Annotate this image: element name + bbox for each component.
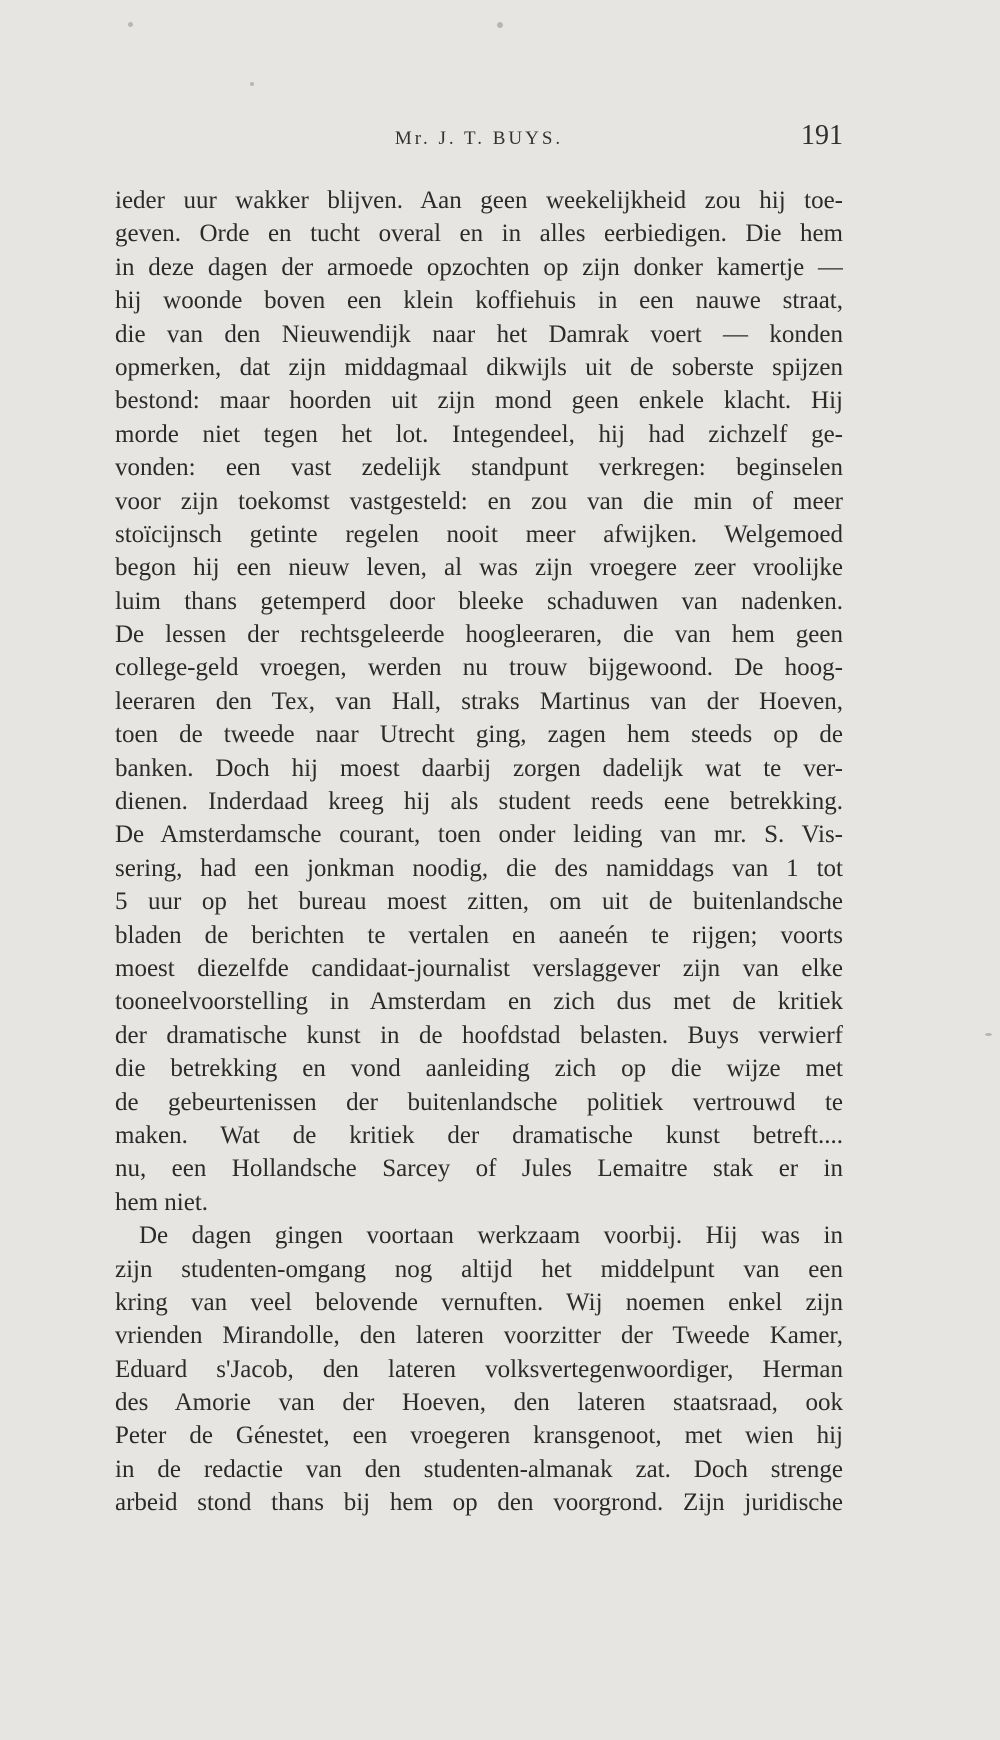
running-head-title: Mr. J. T. BUYS. [394, 128, 564, 149]
text-line: ieder uur wakker blijven. Aan geen weekelijkheid zou hij toe- [115, 187, 843, 214]
text-line: der dramatische kunst in de hoofdstad belasten. Buys verwierf [115, 1021, 843, 1049]
text-line: de gebeurtenissen der buitenlandsche politiek vertrouwd te [115, 1088, 843, 1116]
text-line: hij woonde boven een klein koffiehuis in een nauwe straat, [115, 287, 843, 315]
text-line: voor zijn toekomst vastgesteld: en zou van die min of meer [115, 487, 843, 515]
body-text [115, 184, 843, 1520]
text-line: De Amsterdamsche courant, toen onder leiding van mr. S. Vis- [115, 821, 843, 849]
text-line: De lessen der rechtsgeleerde hoogleeraren, die van hem geen [115, 621, 843, 649]
text-line: 5 uur op het bureau moest zitten, om uit de buitenlandsche [115, 888, 843, 916]
text-line: stoïcijnsch getinte regelen nooit meer afwijken. Welgemoed [115, 520, 843, 548]
text-line: zijn studenten-omgang nog altijd het middelpunt van een [115, 1255, 843, 1283]
paper-speck [497, 22, 503, 28]
page-number: 191 [801, 120, 843, 151]
text-line: in deze dagen der armoede opzochten op zijn donker kamertje — [115, 253, 843, 281]
text-line: geven. Orde en tucht overal en in alles eerbiedigen. Die hem [115, 220, 843, 248]
text-line: luim thans getemperd door bleeke schaduwen van nadenken. [115, 587, 843, 615]
text-line: nu, een Hollandsche Sarcey of Jules Lemaitre stak er in [115, 1155, 843, 1183]
running-head [115, 120, 843, 160]
text-line: De dagen gingen voortaan werkzaam voorbij. Hij was in [139, 1222, 843, 1250]
text-line: des Amorie van der Hoeven, den lateren staatsraad, ook [115, 1389, 843, 1417]
text-line: opmerken, dat zijn middagmaal dikwijls uit de soberste spijzen [115, 353, 843, 381]
text-line: bestond: maar hoorden uit zijn mond geen enkele klacht. Hij [115, 387, 843, 415]
text-line: morde niet tegen het lot. Integendeel, hij had zichzelf ge- [115, 420, 843, 448]
paper-speck [985, 1033, 992, 1036]
text-line: vrienden Mirandolle, den lateren voorzitter der Tweede Kamer, [115, 1322, 843, 1350]
text-line: banken. Doch hij moest daarbij zorgen dadelijk wat te ver- [115, 754, 843, 782]
text-line: in de redactie van den studenten-almanak zat. Doch strenge [115, 1455, 843, 1483]
text-line: moest diezelfde candidaat-journalist verslaggever zijn van elke [115, 954, 843, 982]
text-line: hem niet. [115, 1188, 209, 1216]
text-line: leeraren den Tex, van Hall, straks Martinus van der Hoeven, [115, 687, 843, 715]
text-line: Peter de Génestet, een vroegeren kransgenoot, met wien hij [115, 1422, 843, 1450]
text-line: toen de tweede naar Utrecht ging, zagen hem steeds op de [115, 721, 843, 749]
text-line: kring van veel belovende vernuften. Wij noemen enkel zijn [115, 1288, 843, 1316]
text-line: die van den Nieuwendijk naar het Damrak voert — konden [115, 320, 843, 348]
text-line: college-geld vroegen, werden nu trouw bijgewoond. De hoog- [115, 654, 843, 682]
text-line: sering, had een jonkman noodig, die des namiddags van 1 tot [115, 854, 843, 882]
paper-speck [250, 82, 254, 86]
text-line: tooneelvoorstelling in Amsterdam en zich dus met de kritiek [115, 988, 843, 1016]
text-line: maken. Wat de kritiek der dramatische kunst betreft.... [115, 1121, 843, 1149]
paper-speck [128, 22, 133, 27]
text-line: die betrekking en vond aanleiding zich op die wijze met [115, 1055, 843, 1083]
text-line: arbeid stond thans bij hem op den voorgrond. Zijn juridische [115, 1489, 843, 1517]
text-line: Eduard s'Jacob, den lateren volksvertegenwoordiger, Herman [115, 1355, 843, 1383]
text-line: vonden: een vast zedelijk standpunt verkregen: beginselen [115, 454, 843, 482]
text-line: bladen de berichten te vertalen en aaneén te rijgen; voorts [115, 921, 843, 949]
text-line: begon hij een nieuw leven, al was zijn vroegere zeer vroolijke [115, 554, 843, 582]
text-line: dienen. Inderdaad kreeg hij als student reeds eene betrekking. [115, 788, 843, 816]
